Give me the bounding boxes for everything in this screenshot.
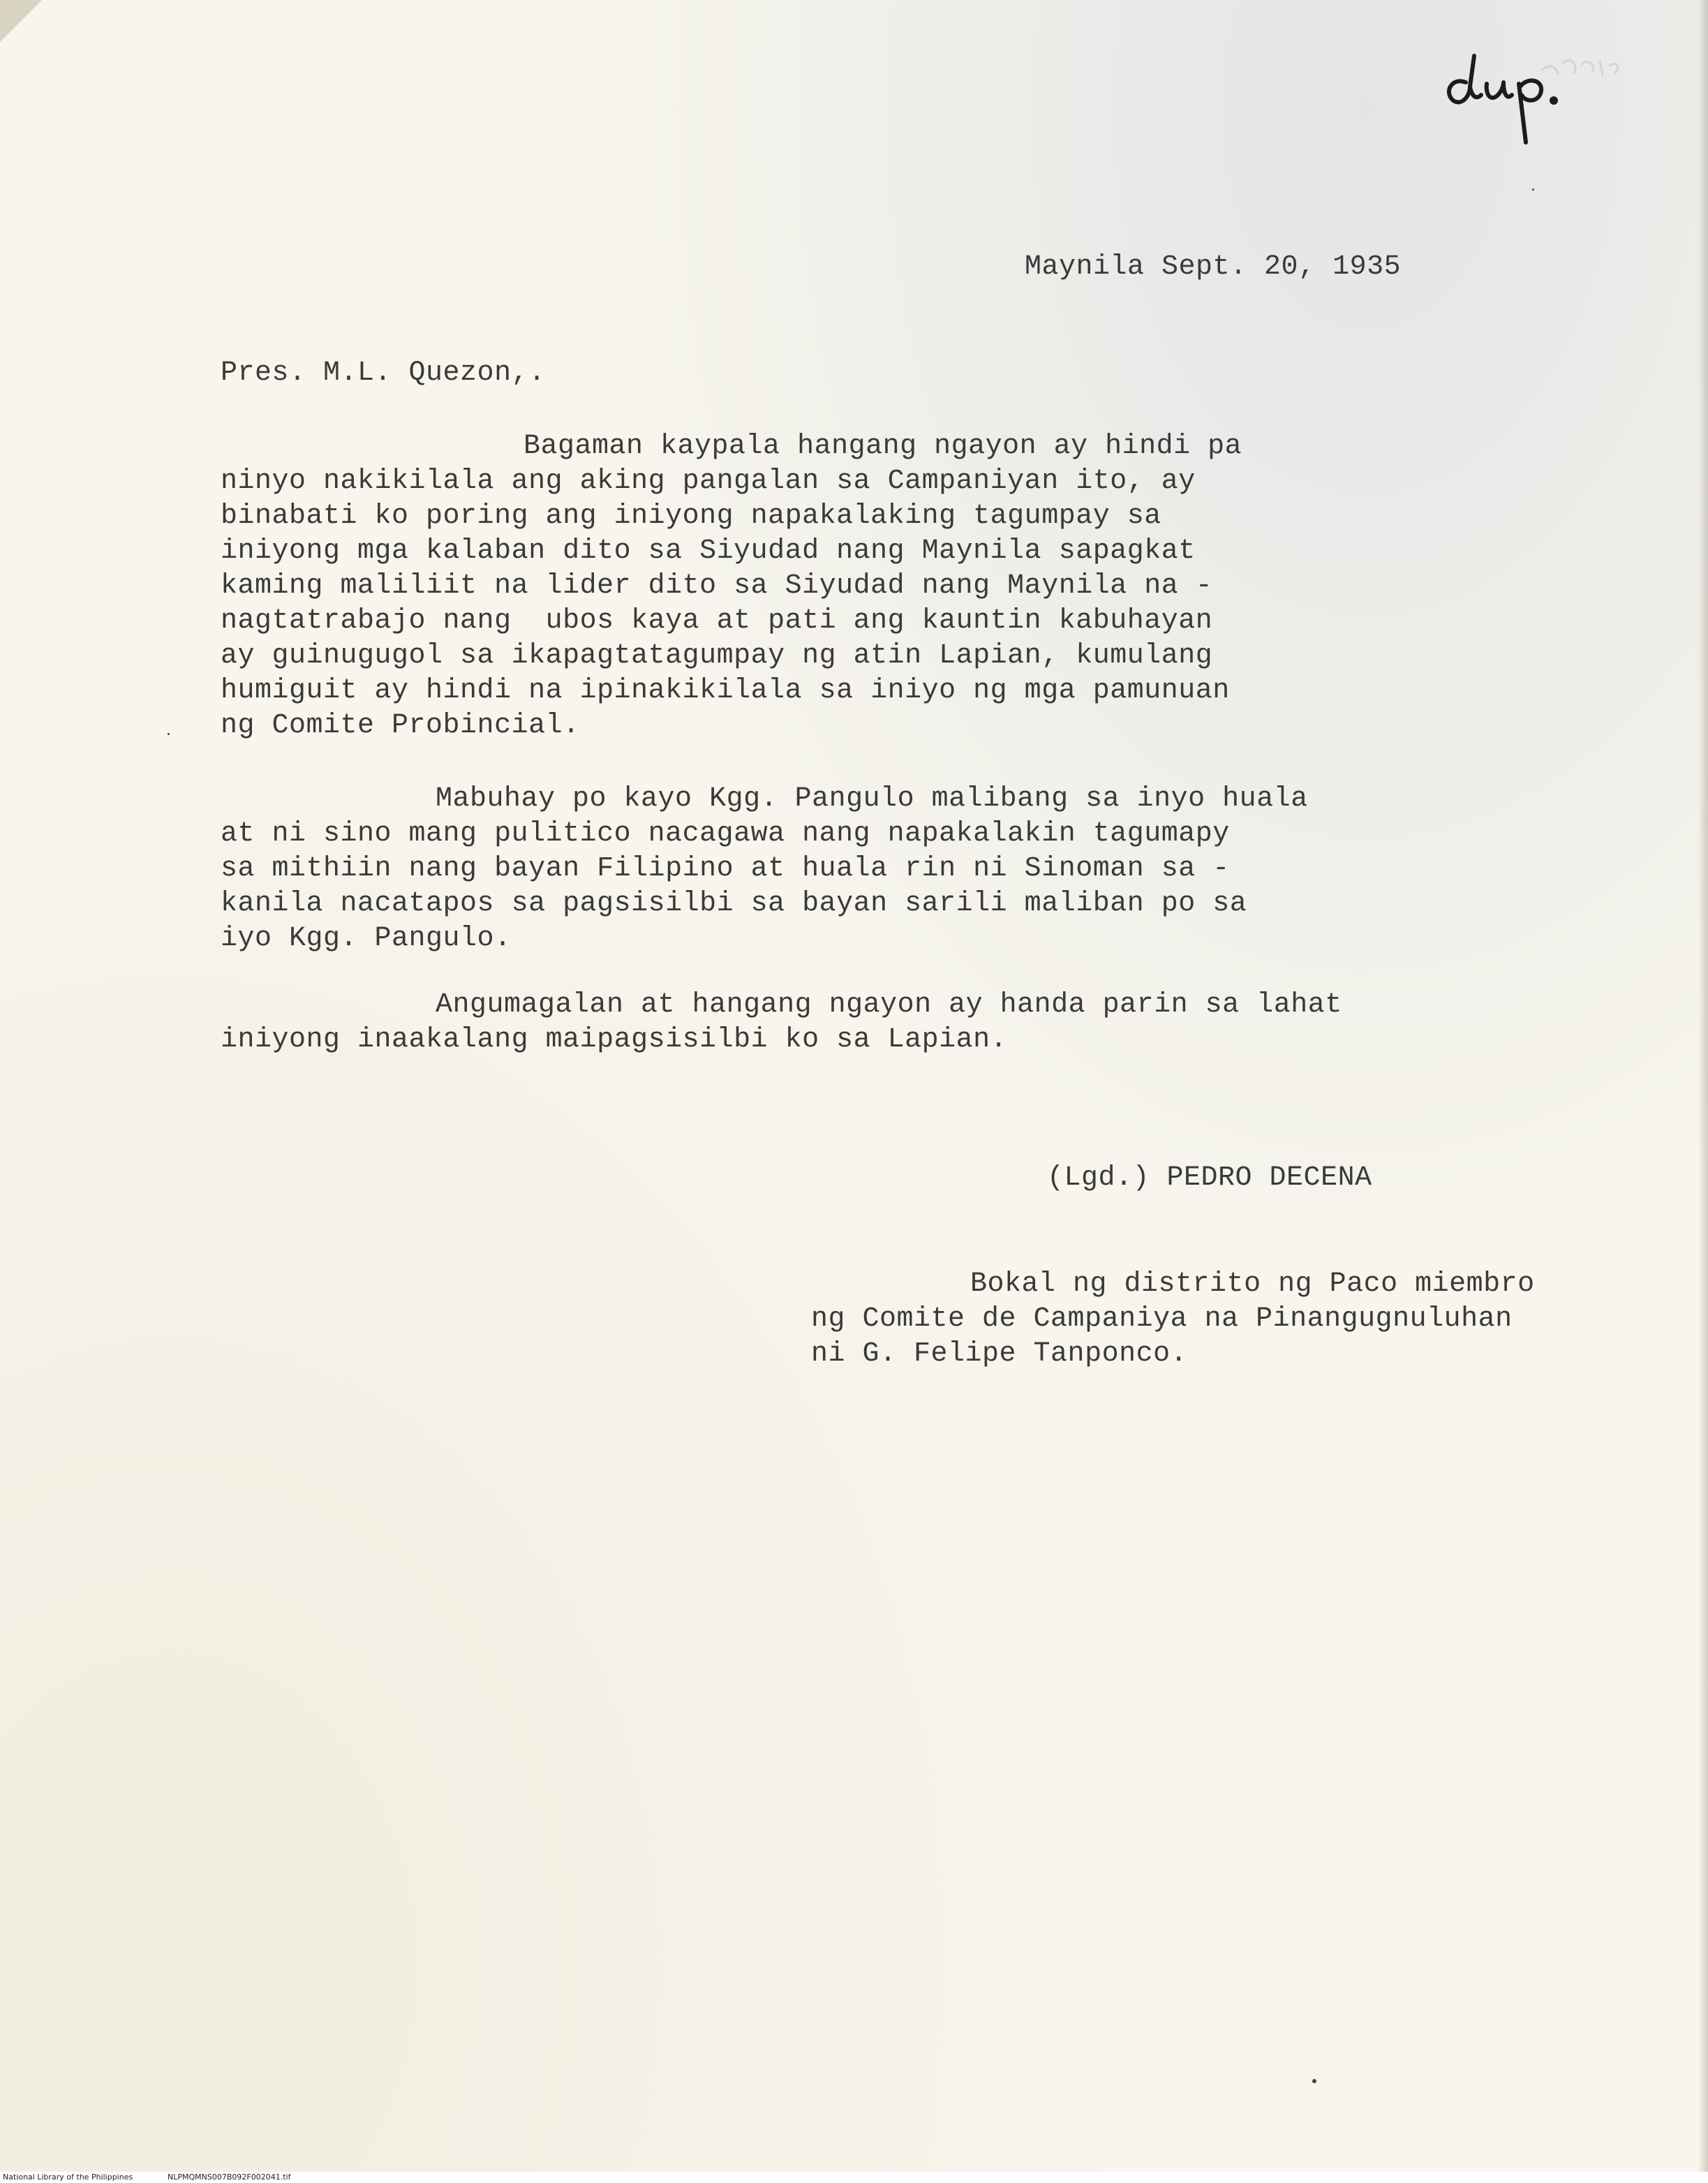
paragraph-line: ay guinugugol sa ikapagtatagumpay ng atin Lapian, kumulang bbox=[221, 640, 1213, 672]
salutation: Pres. M.L. Quezon,. bbox=[221, 357, 546, 389]
paragraph-line: binabati ko poring ang iniyong napakalaking tagumpay sa bbox=[221, 501, 1161, 532]
paragraph-line: Mabuhay po kayo Kgg. Pangulo malibang sa inyo huala bbox=[436, 783, 1308, 815]
signatory-title-line: ni G. Felipe Tanponco. bbox=[811, 1338, 1188, 1370]
paragraph-line: kanila nacatapos sa pagsisilbi sa bayan sarili maliban po sa bbox=[221, 888, 1247, 919]
paragraph-line: sa mithiin nang bayan Filipino at huala rin ni Sinoman sa - bbox=[221, 853, 1230, 885]
handwritten-dup-mark bbox=[1438, 28, 1647, 154]
paper-speck bbox=[1312, 2079, 1316, 2083]
paragraph-line: Angumagalan at hangang ngayon ay handa parin sa lahat bbox=[436, 989, 1342, 1021]
paragraph-line: iniyong mga kalaban dito sa Siyudad nang Maynila sapagkat bbox=[221, 535, 1196, 567]
handwritten-annotation bbox=[1438, 28, 1647, 154]
paper-speck bbox=[168, 733, 170, 735]
folded-corner bbox=[0, 0, 42, 42]
paragraph-line: humiguit ay hindi na ipinakikilala sa iniyo ng mga pamunuan bbox=[221, 675, 1230, 706]
date-line: Maynila Sept. 20, 1935 bbox=[1025, 251, 1402, 283]
scan-footer bbox=[0, 2172, 1708, 2183]
signatory-title-line: Bokal ng distrito ng Paco miembro bbox=[970, 1268, 1535, 1300]
paragraph-line: nagtatrabajo nang ubos kaya at pati ang kauntin kabuhayan bbox=[221, 605, 1213, 637]
paragraph-line: iniyong inaakalang maipagsisilbi ko sa Lapian. bbox=[221, 1024, 1008, 1056]
signature-line: (Lgd.) PEDRO DECENA bbox=[1047, 1162, 1372, 1194]
footer-file-code: NLPMQMNS007B092F002041.tif bbox=[168, 2173, 291, 2182]
paragraph-line: kaming maliliit na lider dito sa Siyudad nang Maynila na - bbox=[221, 570, 1213, 602]
paragraph-line: iyo Kgg. Pangulo. bbox=[221, 923, 512, 954]
paragraph-line: ng Comite Probincial. bbox=[221, 710, 580, 741]
signatory-title-line: ng Comite de Campaniya na Pinangugnuluhan bbox=[811, 1303, 1513, 1335]
paragraph-line: ninyo nakikilala ang aking pangalan sa Campaniyan ito, ay bbox=[221, 466, 1196, 497]
footer-library: National Library of the Philippines bbox=[3, 2173, 133, 2182]
paragraph-line: Bagaman kaypala hangang ngayon ay hindi pa bbox=[523, 431, 1242, 462]
page-edge-shadow bbox=[1698, 0, 1708, 2183]
paragraph-line: at ni sino mang pulitico nacagawa nang napakalakin tagumapy bbox=[221, 818, 1230, 850]
paper-speck bbox=[1532, 188, 1534, 191]
